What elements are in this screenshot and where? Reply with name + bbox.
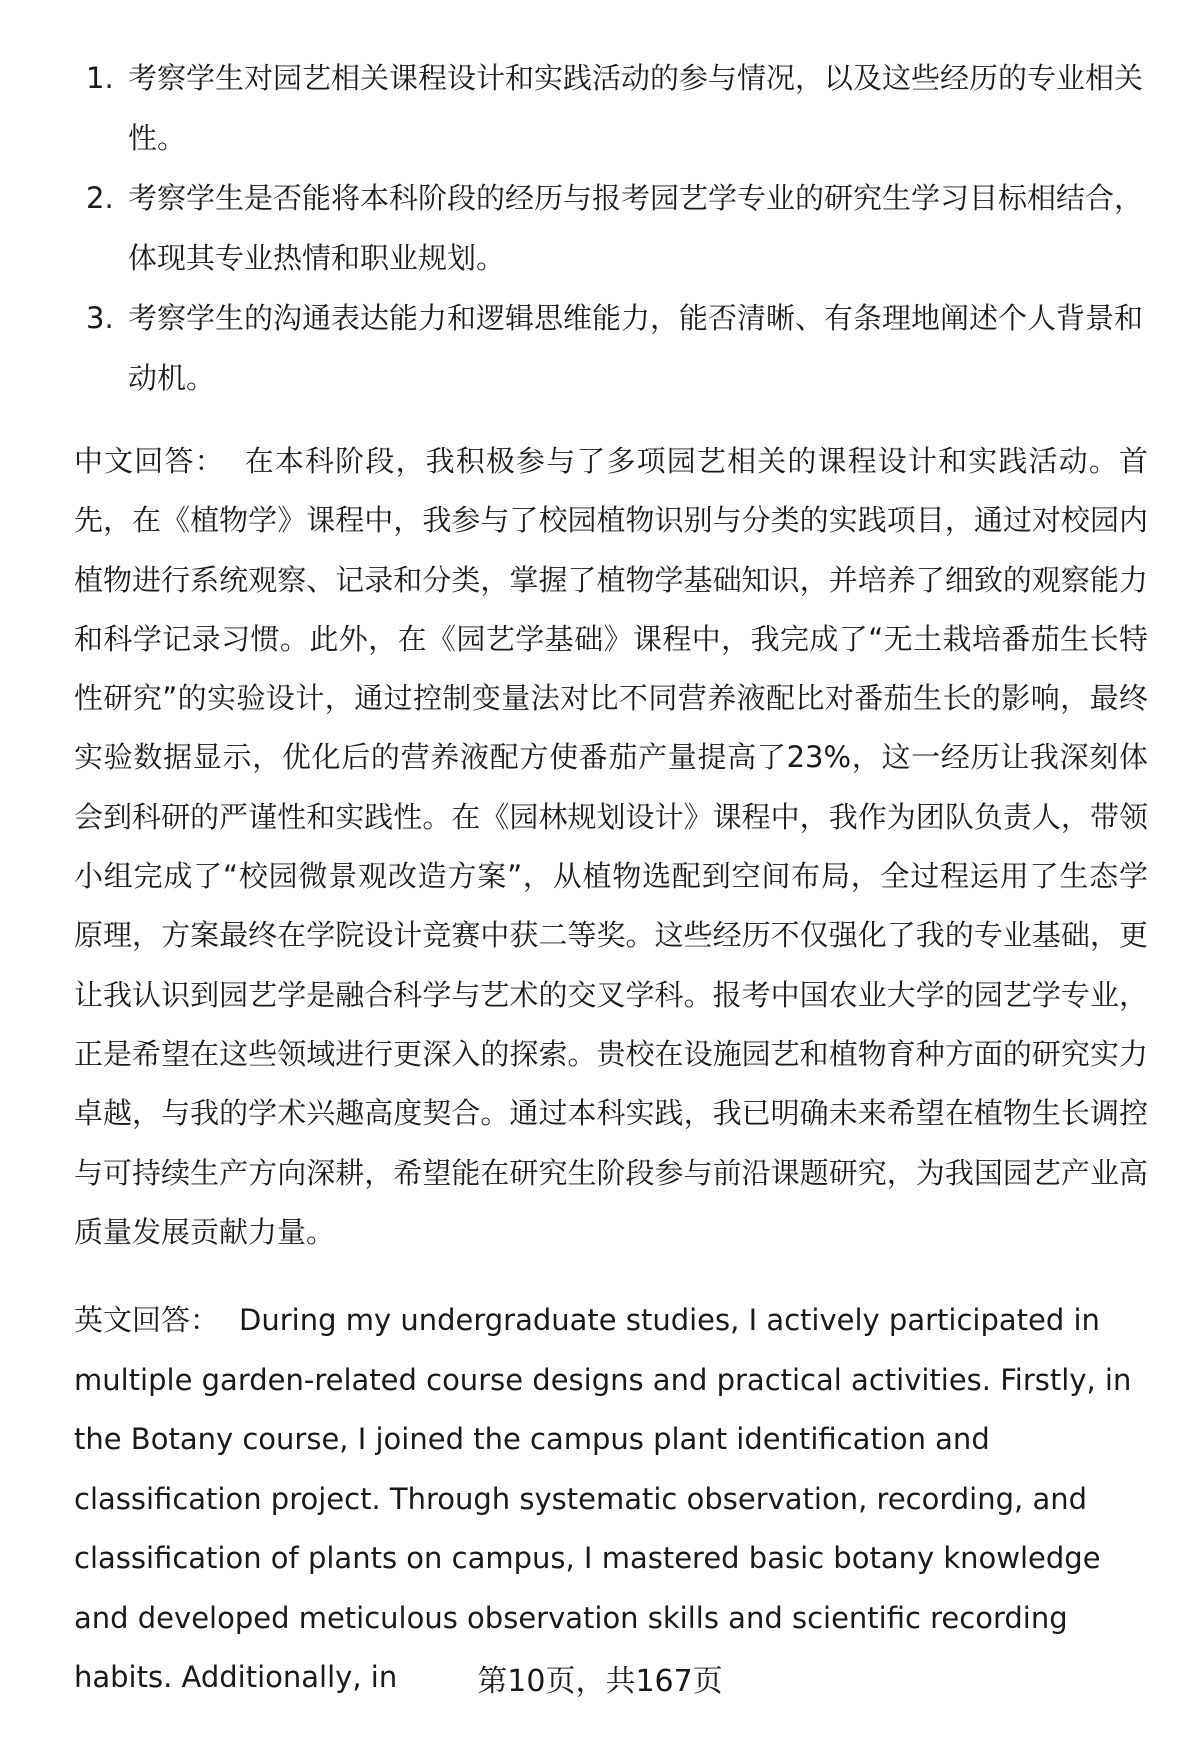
chinese-answer-text: 在本科阶段，我积极参与了多项园艺相关的课程设计和实践活动。首先，在《植物学》课程中，我参与了校园植物识别与分类的实践项目，通过对校园内植物进行系统观察、记录和分类，掌握了植物学基础知识，并培养了细致的观察能力和科学记录习惯。此外，在《园艺学基础》课程中，我完成了“无土栽培番茄生长特性研究”的实验设计，通过控制变量法对比不同营养液配比对番茄生长的影响，最终实验数据显示，优化后的营养液配方使番茄产量提高了23%，这一经历让我深刻体会到科研的严谨性和实践性。在《园林规划设计》课程中，我作为团队负责人，带领小组完成了“校园微景观改造方案”，从植物选配到空间布局，全过程运用了生态学原理，方案最终在学院设计竞赛中获二等奖。这些经历不仅强化了我的专业基础，更让我认识到园艺学是融合科学与艺术的交叉学科。报考中国农业大学的园艺学专业，正是希望在这些领域进行更深入的探索。贵校在设施园艺和植物育种方面的研究实力卓越，与我的学术兴趣高度契合。通过本科实践，我已明确未来希望在植物生长调控与可持续生产方向深耕，希望能在研究生阶段参与前沿课题研究，为我国园艺产业高质量发展贡献力量。	[74, 444, 1148, 1249]
list-item	[86, 168, 1146, 288]
list-item-number: 3.	[86, 301, 114, 335]
list-item	[86, 288, 1146, 408]
list-item-text: 考察学生对园艺相关课程设计和实践活动的参与情况，以及这些经历的专业相关性。	[128, 61, 1144, 155]
list-item-text: 考察学生的沟通表达能力和逻辑思维能力，能否清晰、有条理地阐述个人背景和动机。	[128, 301, 1144, 395]
english-answer-paragraph	[74, 1291, 1148, 1708]
list-item-number: 2.	[86, 181, 114, 215]
chinese-answer-label: 中文回答：	[74, 444, 225, 478]
list-item-number: 1.	[86, 61, 114, 95]
english-answer-text: During my undergraduate studies, I actively participated in multiple garden-related course designs and practical activities. Firstly, in the Botany course, I joined the campus plant identification and classification project. Through systematic observation, recording, and classification of plants on campus, I mastered basic botany knowledge and developed meticulous observation skills and scientific recording habits. Additionally, in	[74, 1303, 1132, 1694]
list-item	[86, 48, 1146, 168]
english-answer-label: 英文回答：	[74, 1303, 220, 1337]
list-item-text: 考察学生是否能将本科阶段的经历与报考园艺学专业的研究生学习目标相结合，体现其专业热情和职业规划。	[128, 181, 1144, 275]
assessment-points-list	[86, 48, 1146, 408]
page-number-footer: 第10页，共167页	[477, 1664, 723, 1699]
chinese-answer-paragraph	[74, 432, 1148, 1262]
